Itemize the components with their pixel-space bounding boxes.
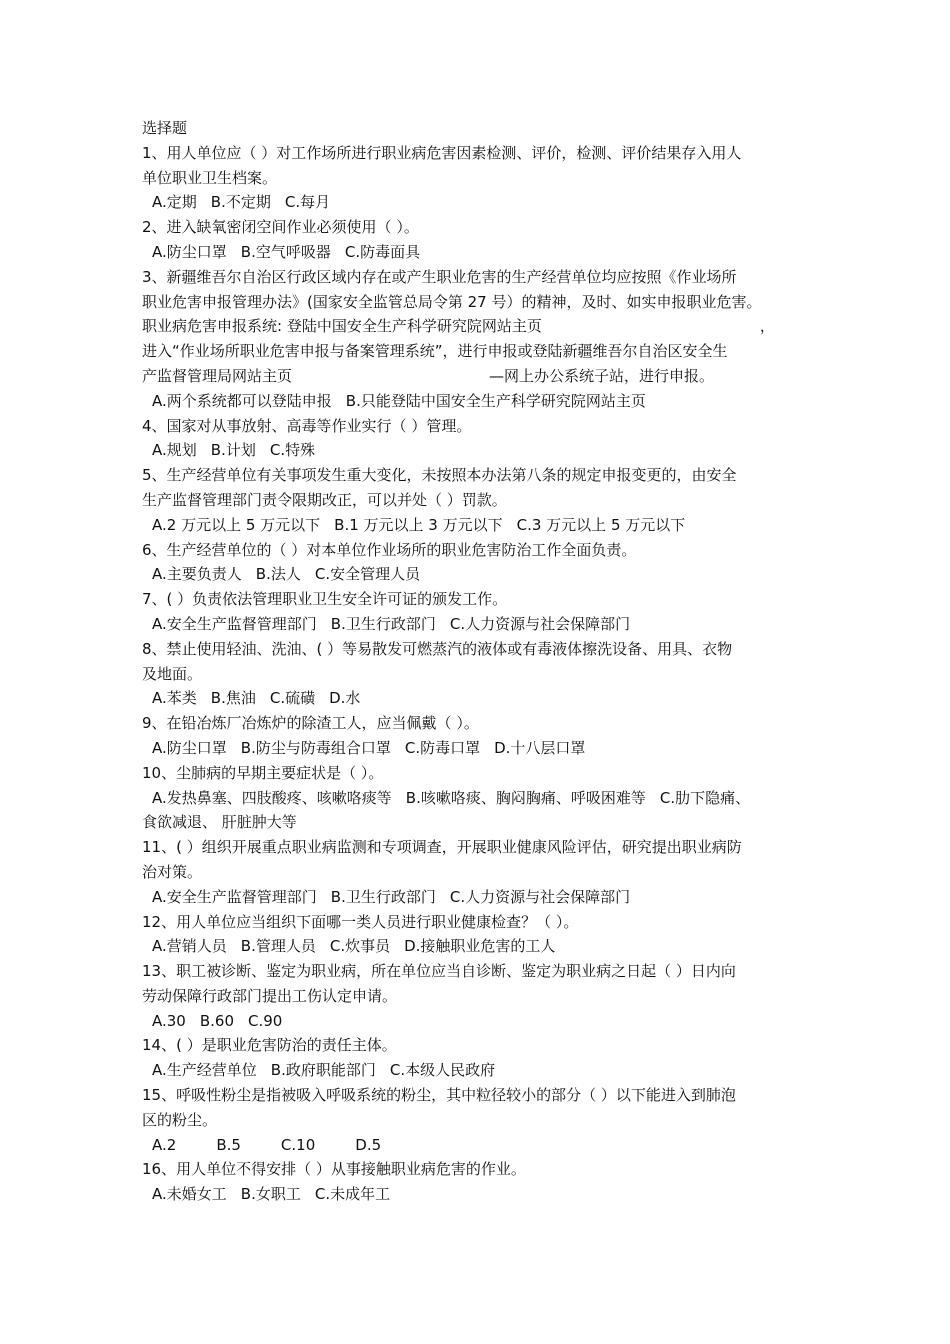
option: B.1 万元以上 3 万元以下	[334, 515, 503, 534]
question-7-text: 7、( ）负责依法管理职业卫生安全许可证的颁发工作。	[142, 590, 508, 609]
question-5-options	[142, 513, 816, 538]
question-1-options	[142, 190, 816, 215]
option: B.只能登陆中国安全生产科学研究院网站主页	[345, 391, 646, 410]
option: D.5	[355, 1135, 382, 1154]
question-1-text-cont: 单位职业卫生档案。	[142, 168, 278, 187]
option: B.防尘与防毒组合口罩	[240, 738, 391, 757]
option: B.不定期	[210, 193, 271, 212]
option: C.人力资源与社会保障部门	[449, 887, 631, 906]
question-8-text-cont: 及地面。	[142, 664, 203, 683]
question-12-text: 12、用人单位应当组织下面哪一类人员进行职业健康检查？（ ）。	[142, 912, 579, 931]
option: B.咳嗽咯痰、胸闷胸痛、呼吸困难等	[405, 788, 646, 807]
question-5-text: 5、生产经营单位有关事项发生重大变化，未按照本办法第八条的规定申报变更的，由安全	[142, 466, 737, 485]
option: A.防尘口罩	[152, 242, 227, 261]
option: B.计划	[210, 441, 256, 460]
option: D.十八层口罩	[494, 738, 586, 757]
question-3-text-cont: 职业病危害申报系统: 登陆中国安全生产科学研究院网站主页 ，	[142, 317, 775, 336]
option: A.安全生产监督管理部门	[152, 887, 317, 906]
option: A.未婚女工	[152, 1185, 227, 1204]
option: B.卫生行政部门	[330, 614, 436, 633]
question-3-text-cont: 职业危害申报管理办法》(国家安全监管总局令第 27 号）的精神，及时、如实申报职业危害。	[142, 292, 762, 311]
question-6-text: 6、生产经营单位的（ ）对本单位作业场所的职业危害防治工作全面负责。	[142, 540, 637, 559]
question-8-options	[142, 686, 816, 711]
question-13-text-cont: 劳动保障行政部门提出工伤认定申请。	[142, 986, 398, 1005]
option: C.硫磺	[269, 689, 316, 708]
question-10-text: 10、尘肺病的早期主要症状是（ ）。	[142, 763, 384, 782]
question-15-text-cont: 区的粉尘。	[142, 1110, 218, 1129]
question-1-text: 1、用人单位应（ ）对工作场所进行职业病危害因素检测、评价，检测、评价结果存入用人	[142, 143, 742, 162]
option: A.30	[152, 1011, 186, 1030]
option: A.生产经营单位	[152, 1061, 257, 1080]
option: B.60	[199, 1011, 235, 1030]
option: A.防尘口罩	[152, 738, 227, 757]
option: A.发热鼻塞、四肢酸疼、咳嗽咯痰等	[152, 788, 392, 807]
option: C.安全管理人员	[314, 565, 421, 584]
option: C.防毒口罩	[404, 738, 481, 757]
question-13-text: 13、职工被诊断、鉴定为职业病，所在单位应当自诊断、鉴定为职业病之日起（ ）日内向	[142, 962, 736, 981]
option: C.本级人民政府	[389, 1061, 496, 1080]
question-11-text: 11、( ）组织开展重点职业病监测和专项调查，开展职业健康风险评估，研究提出职业病防	[142, 838, 742, 857]
document-body	[142, 116, 816, 1207]
option: C.未成年工	[314, 1185, 391, 1204]
option: B.政府职能部门	[270, 1061, 376, 1080]
question-14-options	[142, 1058, 816, 1083]
option: C.3 万元以上 5 万元以下	[516, 515, 686, 534]
question-15-options	[142, 1133, 816, 1158]
question-13-options	[142, 1009, 816, 1034]
question-7-options	[142, 612, 816, 637]
question-4-text: 4、国家对从事放射、高毒等作业实行（ ）管理。	[142, 416, 472, 435]
option: B.卫生行政部门	[330, 887, 436, 906]
question-14-text: 14、( ）是职业危害防治的责任主体。	[142, 1036, 397, 1055]
option: A.2 万元以上 5 万元以下	[152, 515, 321, 534]
option: C.炊事员	[329, 937, 391, 956]
question-12-options	[142, 934, 816, 959]
question-9-text: 9、在铅冶炼厂冶炼炉的除渣工人，应当佩戴（ ）。	[142, 714, 479, 733]
option: D.水	[329, 689, 361, 708]
question-4-options	[142, 438, 816, 463]
option: A.2	[152, 1135, 177, 1154]
question-3-text: 3、新疆维吾尔自治区行政区域内存在或产生职业危害的生产经营单位均应按照《作业场所	[142, 267, 737, 286]
question-2-options	[142, 240, 816, 265]
question-10-options	[142, 786, 816, 811]
option: C.每月	[284, 193, 331, 212]
question-8-text: 8、禁止使用轻油、洗油、( ）等易散发可燃蒸汽的液体或有毒液体擦洗设备、用具、衣物	[142, 639, 733, 658]
section-title: 选择题	[142, 119, 188, 137]
question-3-options	[142, 389, 816, 414]
question-5-text-cont: 生产监督管理部门责令限期改正，可以并处（ ）罚款。	[142, 490, 507, 509]
question-15-text: 15、呼吸性粉尘是指被吸入呼吸系统的粉尘，其中粒径较小的部分（ ）以下能进入到肺泡	[142, 1086, 736, 1105]
option: C.90	[248, 1011, 283, 1030]
question-11-text-cont: 治对策。	[142, 862, 203, 881]
question-11-options	[142, 885, 816, 910]
option: B.法人	[255, 565, 301, 584]
option: A.主要负责人	[152, 565, 242, 584]
option: C.肋下隐痛、	[659, 788, 751, 807]
option: C.人力资源与社会保障部门	[449, 614, 631, 633]
question-10-options-cont: 食欲减退、 肝脏肿大等	[142, 813, 297, 832]
question-3-text-cont: 产监督管理局网站主页 —网上办公系统子站，进行申报。	[142, 366, 715, 385]
option: C.特殊	[269, 441, 316, 460]
option: B.空气呼吸器	[240, 242, 331, 261]
option: B.5	[216, 1135, 241, 1154]
option: B.管理人员	[240, 937, 316, 956]
question-2-text: 2、进入缺氧密闭空间作业必须使用（ ）。	[142, 218, 419, 237]
option: B.女职工	[240, 1185, 301, 1204]
option: A.营销人员	[152, 937, 227, 956]
question-3-text-cont: 进入“作业场所职业危害申报与备案管理系统”，进行申报或登陆新疆维吾尔自治区安全生	[142, 342, 728, 361]
option: A.安全生产监督管理部门	[152, 614, 317, 633]
question-16-options	[142, 1182, 816, 1207]
option: C.10	[280, 1135, 316, 1154]
option: A.规划	[152, 441, 197, 460]
question-16-text: 16、用人单位不得安排（ ）从事接触职业病危害的作业。	[142, 1160, 526, 1179]
option: A.定期	[152, 193, 197, 212]
option: C.防毒面具	[344, 242, 421, 261]
question-9-options	[142, 736, 816, 761]
option: A.苯类	[152, 689, 197, 708]
option: A.两个系统都可以登陆申报	[152, 391, 332, 410]
question-6-options	[142, 562, 816, 587]
option: B.焦油	[210, 689, 256, 708]
option: D.接触职业危害的工人	[404, 937, 556, 956]
